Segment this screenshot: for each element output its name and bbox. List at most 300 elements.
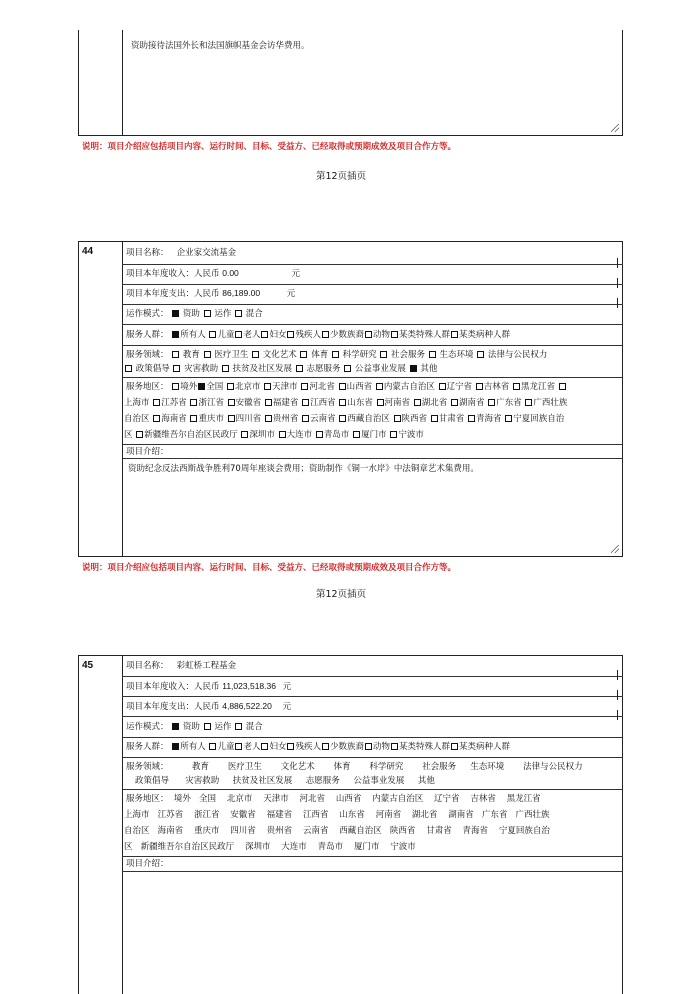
row-divider [122,757,623,758]
option-label: 浙江省 [198,398,224,408]
option-label: 陕西省 [401,414,428,424]
checkbox[interactable] [287,331,294,338]
checkbox[interactable] [468,415,475,422]
checkbox[interactable] [322,331,329,338]
option-label: 广东省 [481,810,508,820]
top-inner-border [122,30,123,136]
option-label: 深圳市 [244,842,271,852]
checkbox[interactable] [559,383,566,390]
checkbox[interactable] [172,383,179,390]
checkbox[interactable] [279,431,286,438]
checkbox[interactable] [525,399,532,406]
region-row-4 [124,841,416,853]
option-label: 境外 [173,794,191,804]
option-label: 海南省 [157,826,184,836]
project-45-right-border [622,655,623,994]
project-intro-textarea[interactable] [128,874,608,984]
option-label: 生态环境 [439,350,474,360]
option-label: 资助 [182,309,200,319]
option-label: 志愿服务 [305,776,340,786]
region-row-4 [124,429,424,441]
checkbox[interactable] [302,415,309,422]
checkbox[interactable] [505,415,512,422]
checkbox[interactable] [172,351,179,358]
checkbox[interactable] [476,383,483,390]
option-label: 教育 [182,350,200,360]
checkbox[interactable] [451,331,458,338]
checkbox[interactable] [222,365,229,372]
option-label: 青岛市 [317,842,344,852]
checkbox[interactable] [227,383,234,390]
checkbox[interactable] [296,365,303,372]
option-label: 少数族裔 [330,742,365,752]
domain-row-2 [135,775,435,787]
option-label: 湖北省 [421,398,448,408]
project-name-row [126,660,236,672]
option-label: 所有人 [180,742,206,752]
field-edge [617,690,618,700]
option-label: 生态环境 [470,762,505,772]
option-label: 厦门市 [353,842,380,852]
option-label: 海南省 [161,414,187,424]
project-number: 44 [82,246,94,257]
income-row [126,267,300,280]
project-45-inner-border [122,655,123,994]
checkbox[interactable] [190,415,197,422]
option-label: 志愿服务 [306,364,341,374]
checkbox[interactable] [265,399,272,406]
option-label: 河北省 [299,794,326,804]
row-divider [122,716,623,717]
row-divider [122,264,623,265]
checkbox[interactable] [153,415,160,422]
option-label: 混合 [245,722,263,732]
option-label: 某类病种人群 [459,742,511,752]
checkbox[interactable] [172,743,179,750]
option-label: 西藏自治区 [347,414,390,424]
checkbox[interactable] [228,415,235,422]
mode-row [126,721,263,733]
expense-value[interactable]: 4,886,522.20 [222,701,272,711]
checkbox[interactable] [339,383,346,390]
option-label: 社会服务 [391,350,426,360]
option-label: 运作 [214,309,232,319]
option-label: 西藏自治区 [339,826,382,836]
checkbox[interactable] [439,383,446,390]
row-divider [122,789,623,790]
income-value[interactable]: 0.00 [222,268,239,278]
row-divider [122,304,623,305]
option-label: 医疗卫生 [214,350,249,360]
region-row-1 [126,381,567,393]
people-row [126,741,510,753]
checkbox[interactable] [172,723,179,730]
option-label: 广东省 [496,398,522,408]
option-label: 辽宁省 [434,794,460,804]
row-divider [122,871,623,872]
insert-page-label: 第12页插页 [316,589,367,600]
currency-label: 人民币 [194,682,220,692]
option-label: 体育 [311,350,329,360]
intro-label: 项目介绍： [126,859,169,869]
option-label: 某类病种人群 [459,330,511,340]
option-label: 湖南省 [458,398,485,408]
option-label: 大连市 [281,842,307,852]
option-label: 妇女 [269,330,287,340]
field-label: 服务领域： [126,762,169,772]
option-label: 重庆市 [198,414,224,424]
region-row-3 [124,413,564,425]
domain-row-1 [126,349,547,361]
row-divider [122,345,623,346]
option-label: 混合 [245,309,263,319]
project-name-value[interactable]: 企业家交流基金 [176,248,237,258]
project-45-top-border [78,655,623,656]
checkbox[interactable] [300,351,307,358]
option-label: 浙江省 [193,810,220,820]
option-label: 科学研究 [342,350,377,360]
field-edge [617,710,618,720]
option-label: 医疗卫生 [227,762,262,772]
project-45-left-border [78,655,79,994]
field-label: 运作模式： [126,722,169,732]
option-label: 上海市 [124,398,150,408]
option-label: 新疆维吾尔自治区民政厅 [140,842,235,852]
field-label: 服务地区： [126,794,169,804]
checkbox[interactable] [316,431,323,438]
checkbox[interactable] [431,415,438,422]
field-label: 项目名称： [126,248,169,258]
row-divider [122,377,623,378]
option-label: 扶贫及社区发展 [232,776,293,786]
option-label: 内蒙古自治区 [383,382,435,392]
expense-row [126,700,291,713]
field-label: 项目本年度支出： [126,702,195,712]
income-value[interactable]: 11,023,518.36 [222,681,276,691]
option-label: 北京市 [234,382,261,392]
people-row [126,329,510,341]
project-intro-textarea[interactable]: 资助纪念反法西斯战争胜利70周年座谈会费用；资助制作《铜一水岸》中法铜章艺术集费用。 [128,464,479,474]
region-row-2 [124,809,550,821]
option-label: 河南省 [375,810,402,820]
option-label: 深圳市 [249,430,275,440]
option-label: 大连市 [286,430,313,440]
checkbox[interactable] [265,415,272,422]
region-row-3 [124,825,550,837]
option-label: 江苏省 [157,810,184,820]
yuan-label: 元 [286,289,296,299]
row-divider [122,856,623,857]
option-label: 厦门市 [361,430,387,440]
option-label: 天津市 [263,794,289,804]
currency-label: 人民币 [194,702,220,712]
row-divider [122,444,623,445]
checkbox[interactable] [235,743,242,750]
field-label: 项目本年度收入： [126,269,195,279]
checkbox[interactable] [332,351,339,358]
row-divider [122,737,623,738]
checkbox[interactable] [376,383,383,390]
field-label: 项目本年度支出： [126,289,195,299]
project-44-inner-border [122,241,123,557]
option-label: 新疆维吾尔自治区民政厅 [144,430,238,440]
option-label: 残疾人 [295,330,321,340]
field-label: 运作模式： [126,309,169,319]
checkbox[interactable] [204,310,211,317]
option-label: 青海省 [475,414,502,424]
checkbox[interactable] [394,415,401,422]
option-label: 全国 [206,382,224,392]
option-label: 江西省 [302,810,329,820]
option-label: 政策倡导 [135,776,170,786]
checkbox[interactable] [235,723,242,730]
currency-label: 人民币 [194,289,220,299]
checkbox[interactable] [391,331,398,338]
region-row-1 [126,793,541,805]
field-edge [617,278,618,288]
option-label: 老人 [243,742,261,752]
income-row [126,680,291,693]
option-label: 残疾人 [295,742,321,752]
field-edge [617,670,618,680]
yuan-label: 元 [282,702,292,712]
checkbox[interactable] [410,365,417,372]
option-label: 政策倡导 [135,364,170,374]
option-label: 云南省 [310,414,336,424]
row-divider [122,324,623,325]
option-label: 上海市 [124,810,150,820]
checkbox[interactable] [451,743,458,750]
checkbox[interactable] [287,743,294,750]
option-label: 科学研究 [369,762,404,772]
option-label: 动物 [373,742,391,752]
option-label: 青海省 [462,826,489,836]
expense-value[interactable]: 86,189.00 [222,288,261,298]
checkbox[interactable] [235,310,242,317]
checkbox[interactable] [429,351,436,358]
option-label: 北京市 [226,794,253,804]
option-label: 动物 [373,330,391,340]
checkbox[interactable] [209,331,216,338]
option-label: 灾害救助 [185,776,220,786]
checkbox[interactable] [353,431,360,438]
row-divider [122,458,623,459]
checkbox[interactable] [172,331,179,338]
checkbox[interactable] [414,399,421,406]
option-label: 公益事业发展 [353,776,405,786]
option-label: 黑龙江省 [506,794,541,804]
option-label: 其他 [420,364,438,374]
option-label: 境外 [180,382,198,392]
option-label: 山西省 [335,794,362,804]
option-label: 四川省 [230,826,256,836]
checkbox[interactable] [241,431,248,438]
note-text: 说明：项目介绍应包括项目内容、运行时间、目标、受益方、已经取得或预期成效及项目合作方等。 [82,563,457,573]
option-label: 其他 [417,776,435,786]
option-label: 文化艺术 [262,350,297,360]
option-label: 四川省 [235,414,262,424]
option-label: 资助 [182,722,200,732]
resize-grip-icon[interactable] [611,124,619,132]
option-label: 吉林省 [470,794,496,804]
option-label: 妇女 [269,742,287,752]
option-label: 某类特殊人群 [399,742,451,752]
checkbox[interactable] [365,331,372,338]
yuan-label: 元 [282,682,292,692]
option-label: 青岛市 [323,430,350,440]
checkbox[interactable] [322,743,329,750]
checkbox[interactable] [204,351,211,358]
top-bottom-border [78,135,623,136]
option-label: 灾害救助 [184,364,219,374]
currency-label: 人民币 [194,269,220,279]
option-label: 福建省 [272,398,299,408]
option-label: 陕西省 [389,826,416,836]
checkbox[interactable] [477,351,484,358]
checkbox[interactable] [301,383,308,390]
yuan-label: 元 [291,269,300,279]
option-label: 宁夏回族自治 [513,414,565,424]
option-label: 老人 [243,330,261,340]
top-right-border [622,30,623,136]
note-text: 说明：项目介绍应包括项目内容、运行时间、目标、受益方、已经取得或预期成效及项目合作方等。 [82,142,457,152]
insert-page-label: 第12页插页 [316,171,367,182]
expense-row [126,287,295,300]
option-label: 教育 [192,762,210,772]
checkbox[interactable] [204,723,211,730]
checkbox[interactable] [172,310,179,317]
checkbox[interactable] [198,383,205,390]
option-label: 湖北省 [411,810,438,820]
domain-row-2 [124,363,437,375]
checkbox[interactable] [344,365,351,372]
row-divider [122,676,623,677]
checkbox[interactable] [190,399,197,406]
checkbox[interactable] [125,365,132,372]
checkbox[interactable] [136,431,143,438]
option-label: 山东省 [347,398,373,408]
mode-row [126,308,263,320]
checkbox[interactable] [390,431,397,438]
checkbox[interactable] [339,399,346,406]
checkbox[interactable] [377,399,384,406]
row-divider [122,284,623,285]
option-label: 区 [124,842,133,852]
project-name-value[interactable]: 彩虹桥工程基金 [176,661,237,671]
project-number: 45 [82,660,94,671]
option-label: 安徽省 [230,810,256,820]
option-label: 宁夏回族自治 [498,826,550,836]
option-label: 自治区 [124,826,150,836]
option-label: 公益事业发展 [354,364,406,374]
option-label: 儿童 [217,330,235,340]
field-label: 服务人群： [126,330,169,340]
checkbox[interactable] [209,743,216,750]
checkbox[interactable] [228,399,235,406]
domain-row-1 [126,761,583,773]
option-label: 湖南省 [448,810,474,820]
option-label: 法律与公民权力 [487,350,548,360]
checkbox[interactable] [339,415,346,422]
option-label: 贵州省 [266,826,293,836]
option-label: 江苏省 [161,398,187,408]
checkbox[interactable] [380,351,387,358]
checkbox[interactable] [513,383,520,390]
option-label: 广西壮族 [515,810,550,820]
region-row-2 [124,397,567,409]
option-label: 内蒙古自治区 [372,794,424,804]
project-name-row [126,247,236,259]
option-label: 少数族裔 [330,330,365,340]
checkbox[interactable] [173,365,180,372]
field-label: 项目名称： [126,661,169,671]
option-label: 黑龙江省 [520,382,555,392]
top-intro-text: 资助接待法国外长和法国旗帜基金会访华费用。 [131,41,310,51]
top-left-border [78,30,79,136]
field-edge [617,298,618,308]
option-label: 辽宁省 [446,382,473,392]
option-label: 山西省 [346,382,373,392]
field-label: 服务地区： [126,382,169,392]
option-label: 江西省 [310,398,336,408]
option-label: 吉林省 [483,382,510,392]
option-label: 所有人 [180,330,206,340]
option-label: 法律与公民权力 [523,762,583,772]
resize-grip-icon[interactable] [611,545,619,553]
checkbox[interactable] [261,743,268,750]
option-label: 体育 [333,762,351,772]
checkbox[interactable] [391,743,398,750]
option-label: 宁波市 [390,842,416,852]
option-label: 全国 [199,794,217,804]
field-label: 服务人群： [126,742,169,752]
checkbox[interactable] [488,399,495,406]
intro-label: 项目介绍： [126,447,169,457]
checkbox[interactable] [261,331,268,338]
option-label: 云南省 [302,826,329,836]
field-label: 服务领域： [126,350,169,360]
checkbox[interactable] [235,331,242,338]
option-label: 安徽省 [235,398,262,408]
option-label: 社会服务 [422,762,457,772]
row-divider [122,696,623,697]
option-label: 河北省 [309,382,335,392]
option-label: 福建省 [266,810,293,820]
option-label: 自治区 [124,414,150,424]
option-label: 运作 [214,722,232,732]
option-label: 儿童 [217,742,235,752]
checkbox[interactable] [302,399,309,406]
option-label: 广西壮族 [533,398,568,408]
option-label: 区 [124,430,133,440]
option-label: 文化艺术 [280,762,315,772]
checkbox[interactable] [264,383,271,390]
option-label: 甘肃省 [426,826,452,836]
checkbox[interactable] [153,399,160,406]
checkbox[interactable] [252,351,259,358]
option-label: 贵州省 [272,414,299,424]
field-edge [617,258,618,268]
checkbox[interactable] [451,399,458,406]
option-label: 某类特殊人群 [399,330,451,340]
option-label: 甘肃省 [438,414,465,424]
option-label: 山东省 [339,810,365,820]
option-label: 扶贫及社区发展 [232,364,293,374]
option-label: 河南省 [384,398,411,408]
field-label: 项目本年度收入： [126,682,195,692]
option-label: 天津市 [272,382,298,392]
checkbox[interactable] [365,743,372,750]
